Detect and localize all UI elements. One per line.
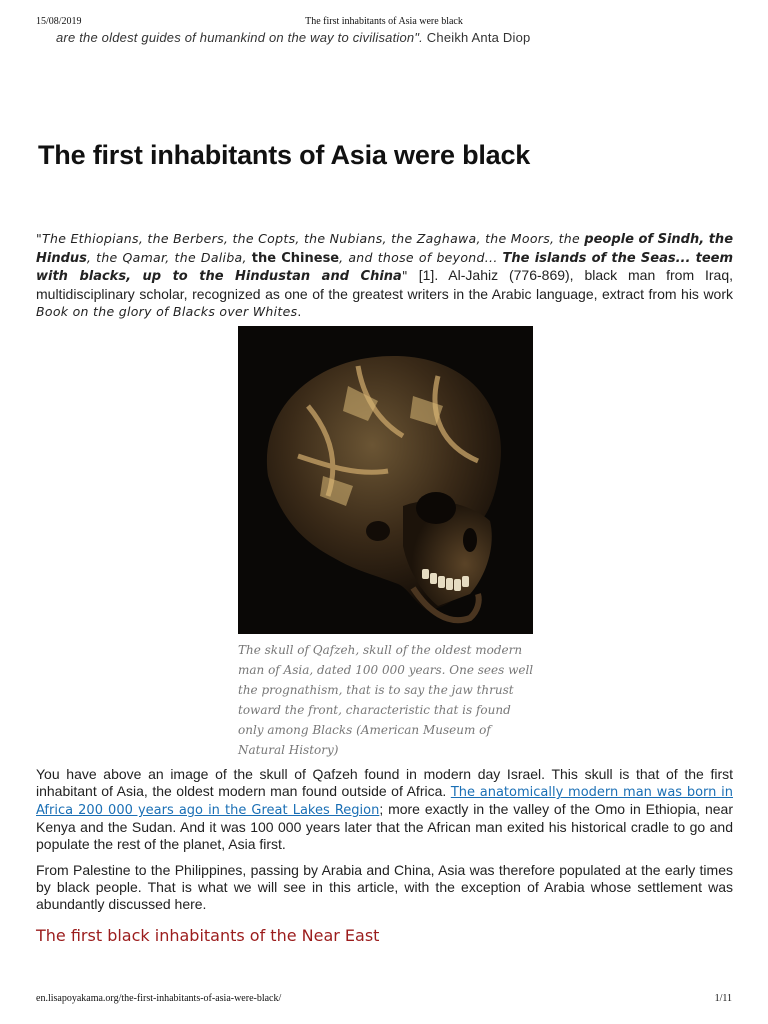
paragraph-text: ; more exactly in the valley of the Omo in Ethiopia, near Kenya and the Sudan. And it was 100 000 years later that the African man exited his historical cradle to go and populate the rest of the planet, Asia first. [36, 801, 733, 852]
paragraph-palestine: From Palestine to the Philippines, passing by Arabia and China, Asia was therefore populated at the early times by black people. That is what we will see in this article, with the exception of Arabia whose settlement was abundantly discussed here. [36, 862, 733, 912]
print-header-title: The first inhabitants of Asia were black [305, 16, 463, 27]
intro-paragraph [36, 230, 733, 321]
quote-segment: , and those of beyond... [339, 249, 503, 265]
image-caption: The skull of Qafzeh, skull of the oldest modern man of Asia, dated 100 000 years. One sees well the prognathism, that is to say the jaw thrust toward the front, characteristic that is found only among Blacks (American Museum of Natural History) [238, 643, 534, 757]
quote-segment: " [401, 268, 408, 283]
attribution-text: [1]. Al-Jahiz (776-869), black man from Iraq, multidisciplinary scholar, recognized as one of the greatest writers in the Arabic language, extract from his work [36, 267, 733, 302]
skull-illustration [238, 326, 533, 634]
print-page-number: 1/11 [714, 993, 732, 1004]
anatomically-modern-man-link[interactable]: The anatomically modern man was born in Africa 200 000 years ago in the Great Lakes Region [36, 785, 733, 818]
quote-bold-segment: the Chinese [251, 250, 340, 266]
book-title: Book on the glory of Blacks over Whites [36, 304, 298, 319]
skull-image [238, 326, 533, 634]
top-quote [56, 30, 530, 45]
top-quote-author: Cheikh Anta Diop [426, 30, 531, 45]
period: . [297, 303, 302, 319]
paragraph-qafzeh [36, 766, 733, 853]
print-date: 15/08/2019 [36, 16, 82, 27]
quote-bold-segment: The islands of the Seas... teem with blacks, up to the Hindustan and China [36, 250, 733, 284]
section-heading: The first black inhabitants of the Near East [36, 926, 380, 945]
quote-segment: "The Ethiopians, the Berbers, the Copts, the Nubians, the Zaghawa, the Moors, the [36, 231, 585, 246]
top-quote-text: are the oldest guides of humankind on the way to civilisation". [56, 30, 423, 45]
paragraph-text: You have above an image of the skull of Qafzeh found in modern day Israel. This skull is that of the first inhabitant of Asia, the oldest modern man found outside of Africa. [36, 766, 733, 799]
quote-bold-segment: people of Sindh, the Hindus [36, 232, 734, 266]
article-title: The first inhabitants of Asia were black [38, 140, 531, 170]
quote-segment: , the Qamar, the Daliba, [86, 249, 252, 265]
print-footer-url: en.lisapoyakama.org/the-first-inhabitants-of-asia-were-black/ [36, 993, 282, 1004]
